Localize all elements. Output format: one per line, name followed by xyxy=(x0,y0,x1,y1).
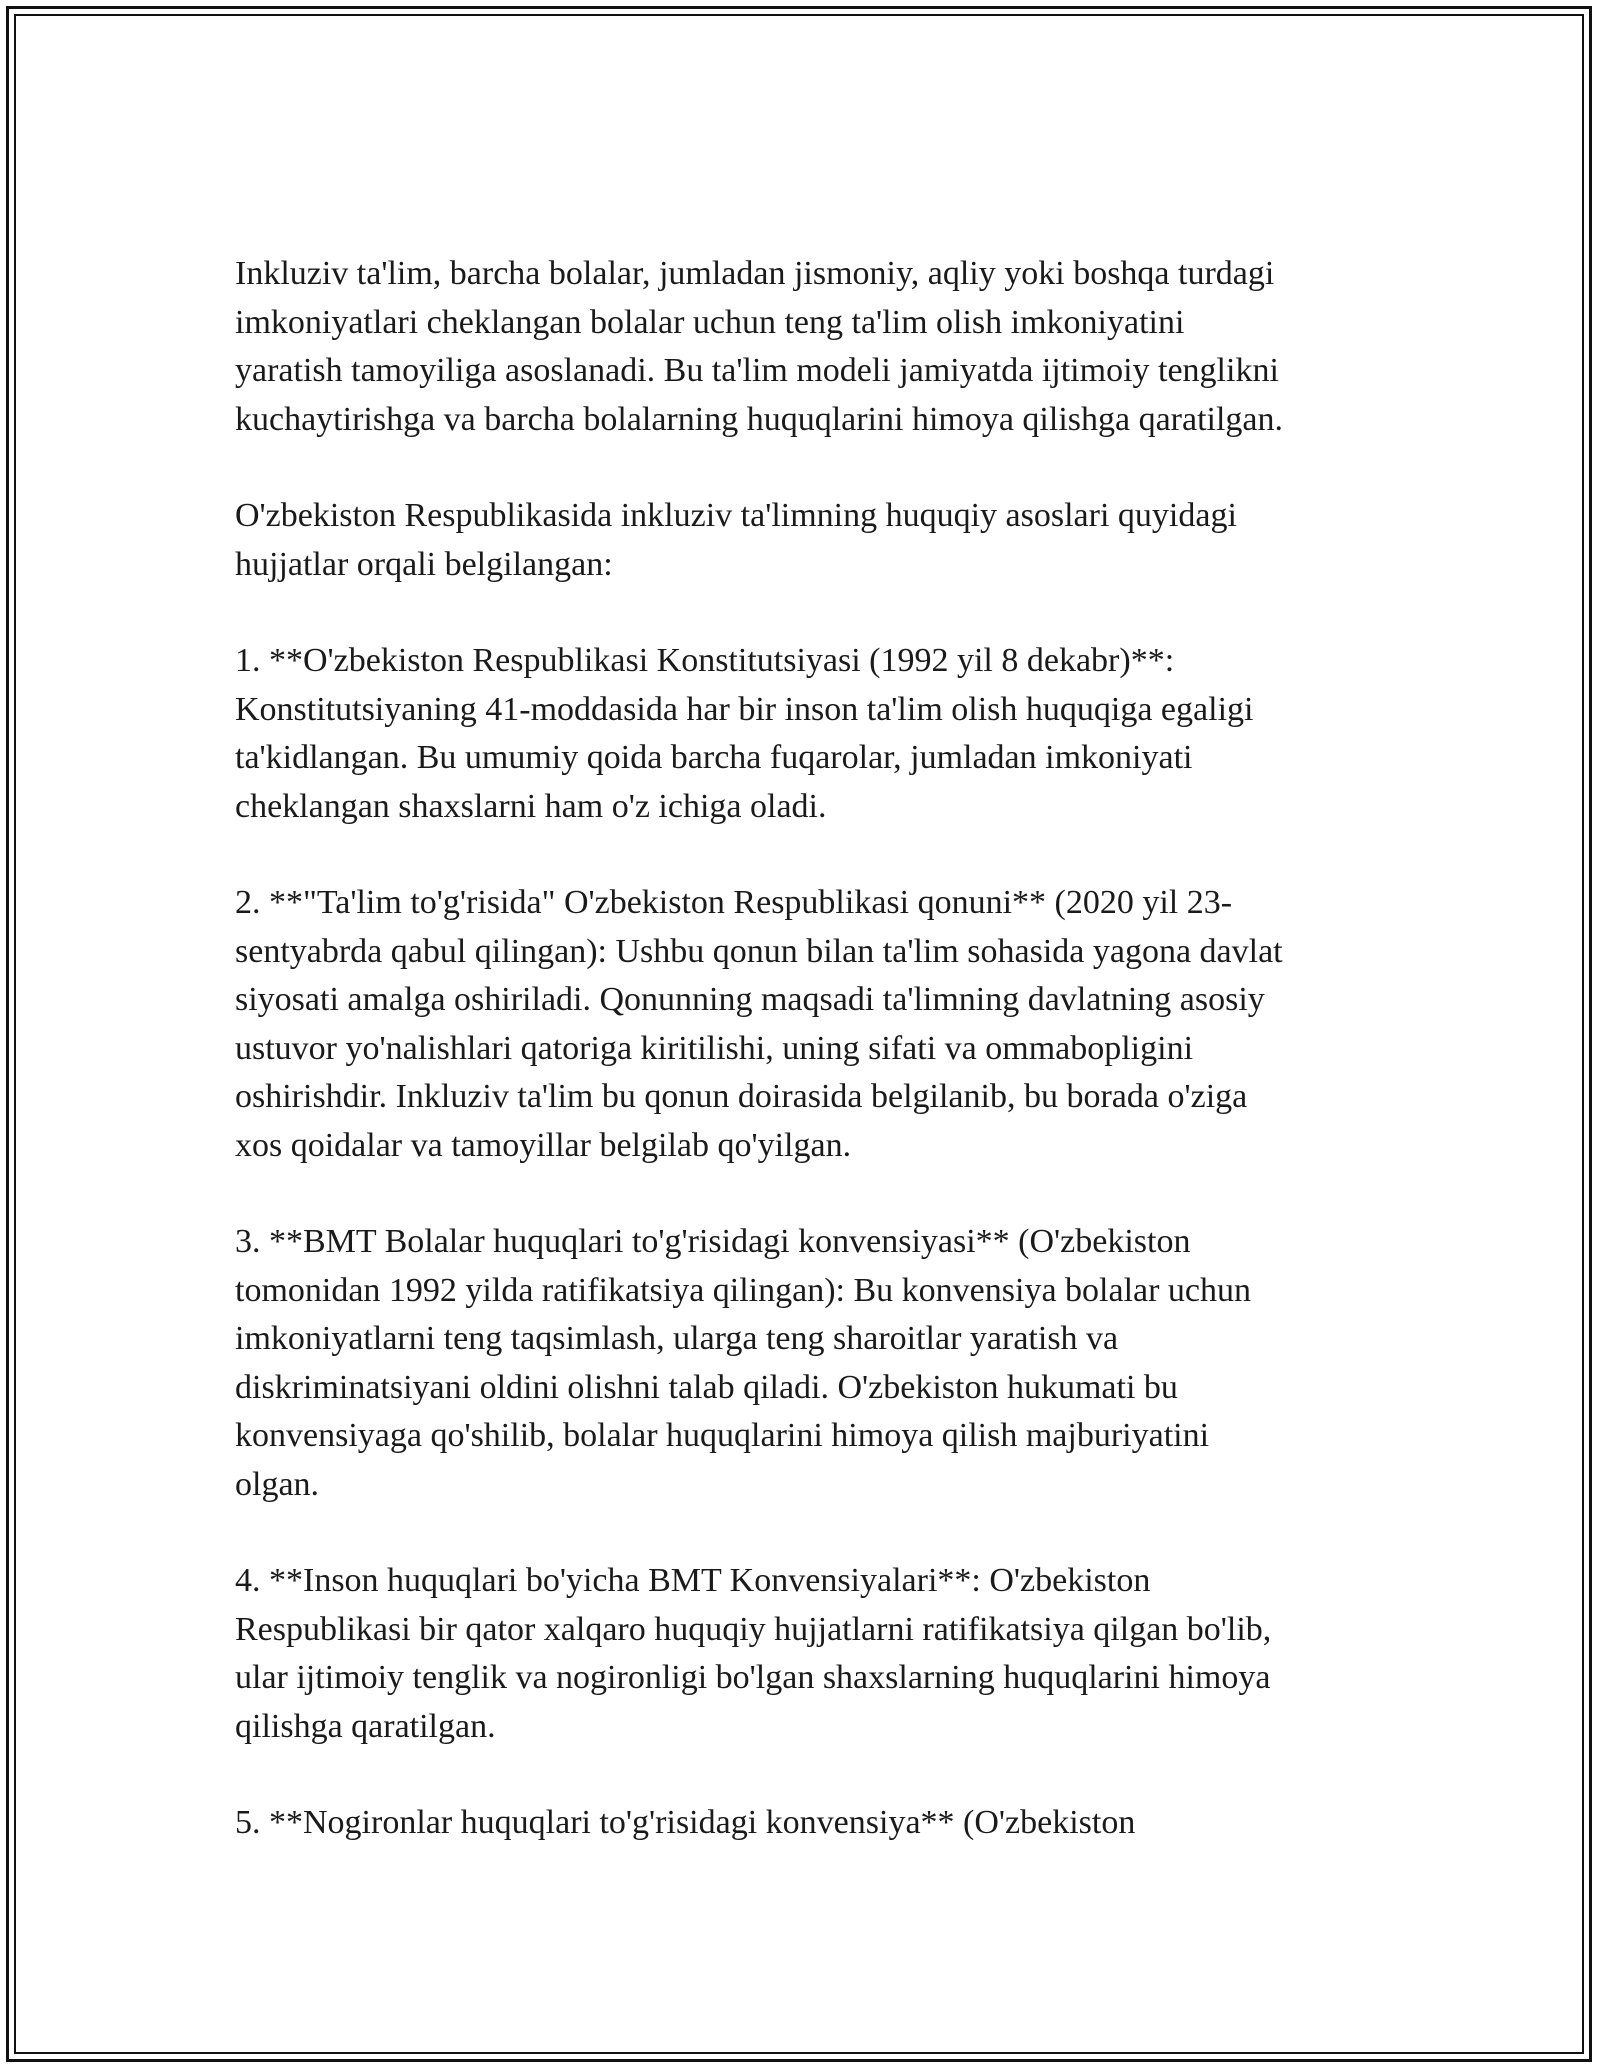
text-line: yaratish tamoyiliga asoslanadi. Bu ta'lim modeli jamiyatda ijtimoiy tenglikni xyxy=(235,352,1279,389)
text-line: Inkluziv ta'lim, barcha bolalar, jumladan jismoniy, aqliy yoki boshqa turdagi xyxy=(235,255,1275,292)
text-line: oshirishdir. Inkluziv ta'lim bu qonun doirasida belgilanib, bu borada o'ziga xyxy=(235,1078,1248,1115)
text-line: O'zbekiston Respublikasida inkluziv ta'limning huquqiy asoslari quyidagi xyxy=(235,497,1237,534)
text-line: kuchaytirishga va barcha bolalarning huquqlarini himoya qilishga qaratilgan. xyxy=(235,400,1284,438)
intro-paragraph xyxy=(235,250,1385,444)
text-line: Respublikasi bir qator xalqaro huquqiy hujjatlarni ratifikatsiya qilgan bo'lib, xyxy=(235,1610,1272,1648)
text-line: hujjatlar orqali belgilangan: xyxy=(235,545,613,583)
text-line: 5. **Nogironlar huquqlari to'g'risidagi konvensiya** (O'zbekiston xyxy=(235,1804,1136,1841)
text-line: xos qoidalar va tamoyillar belgilab qo'yilgan. xyxy=(235,1126,852,1164)
text-line: siyosati amalga oshiriladi. Qonunning maqsadi ta'limning davlatning asosiy xyxy=(235,981,1265,1018)
text-line: qilishga qaratilgan. xyxy=(235,1707,496,1745)
text-line: tomonidan 1992 yilda ratifikatsiya qilingan): Bu konvensiya bolalar uchun xyxy=(235,1271,1252,1309)
list-item-child-rights-convention xyxy=(235,1218,1385,1509)
list-item-disability-convention xyxy=(235,1799,1385,1848)
text-line: cheklangan shaxslarni ham o'z ichiga oladi. xyxy=(235,787,827,825)
text-line: olgan. xyxy=(235,1465,320,1503)
list-item-human-rights-conventions xyxy=(235,1557,1385,1751)
text-line: konvensiyaga qo'shilib, bolalar huquqlarini himoya qilish majburiyatini xyxy=(235,1417,1210,1454)
text-line: imkoniyatlari cheklangan bolalar uchun teng ta'lim olish imkoniyatini xyxy=(235,303,1185,341)
text-line: 2. **"Ta'lim to'g'risida" O'zbekiston Respublikasi qonuni** (2020 yil 23- xyxy=(235,884,1233,921)
text-line: imkoniyatlarni teng taqsimlash, ularga teng sharoitlar yaratish va xyxy=(235,1320,1119,1357)
text-line: ustuvor yo'nalishlari qatoriga kiritilishi, uning sifati va ommabopligini xyxy=(235,1029,1194,1067)
text-line: ular ijtimoiy tenglik va nogironligi bo'lgan shaxslarning huquqlarini himoya xyxy=(235,1659,1271,1696)
text-line: 3. **BMT Bolalar huquqlari to'g'risidagi konvensiyasi** (O'zbekiston xyxy=(235,1223,1191,1260)
text-line: Konstitutsiyaning 41-moddasida har bir inson ta'lim olish huquqiga egaligi xyxy=(235,690,1254,728)
document-body xyxy=(235,250,1385,1896)
text-line: 4. **Inson huquqlari bo'yicha BMT Konvensiyalari**: O'zbekiston xyxy=(235,1562,1151,1599)
list-item-education-law xyxy=(235,879,1385,1170)
text-line: sentyabrda qabul qilingan): Ushbu qonun bilan ta'lim sohasida yagona davlat xyxy=(235,932,1283,970)
text-line: 1. **O'zbekiston Respublikasi Konstitutsiyasi (1992 yil 8 dekabr)**: xyxy=(235,642,1175,679)
legal-basis-paragraph xyxy=(235,492,1385,589)
text-line: ta'kidlangan. Bu umumiy qoida barcha fuqarolar, jumladan imkoniyati xyxy=(235,739,1193,776)
list-item-constitution xyxy=(235,637,1385,831)
text-line: diskriminatsiyani oldini olishni talab qiladi. O'zbekiston hukumati bu xyxy=(235,1368,1178,1406)
